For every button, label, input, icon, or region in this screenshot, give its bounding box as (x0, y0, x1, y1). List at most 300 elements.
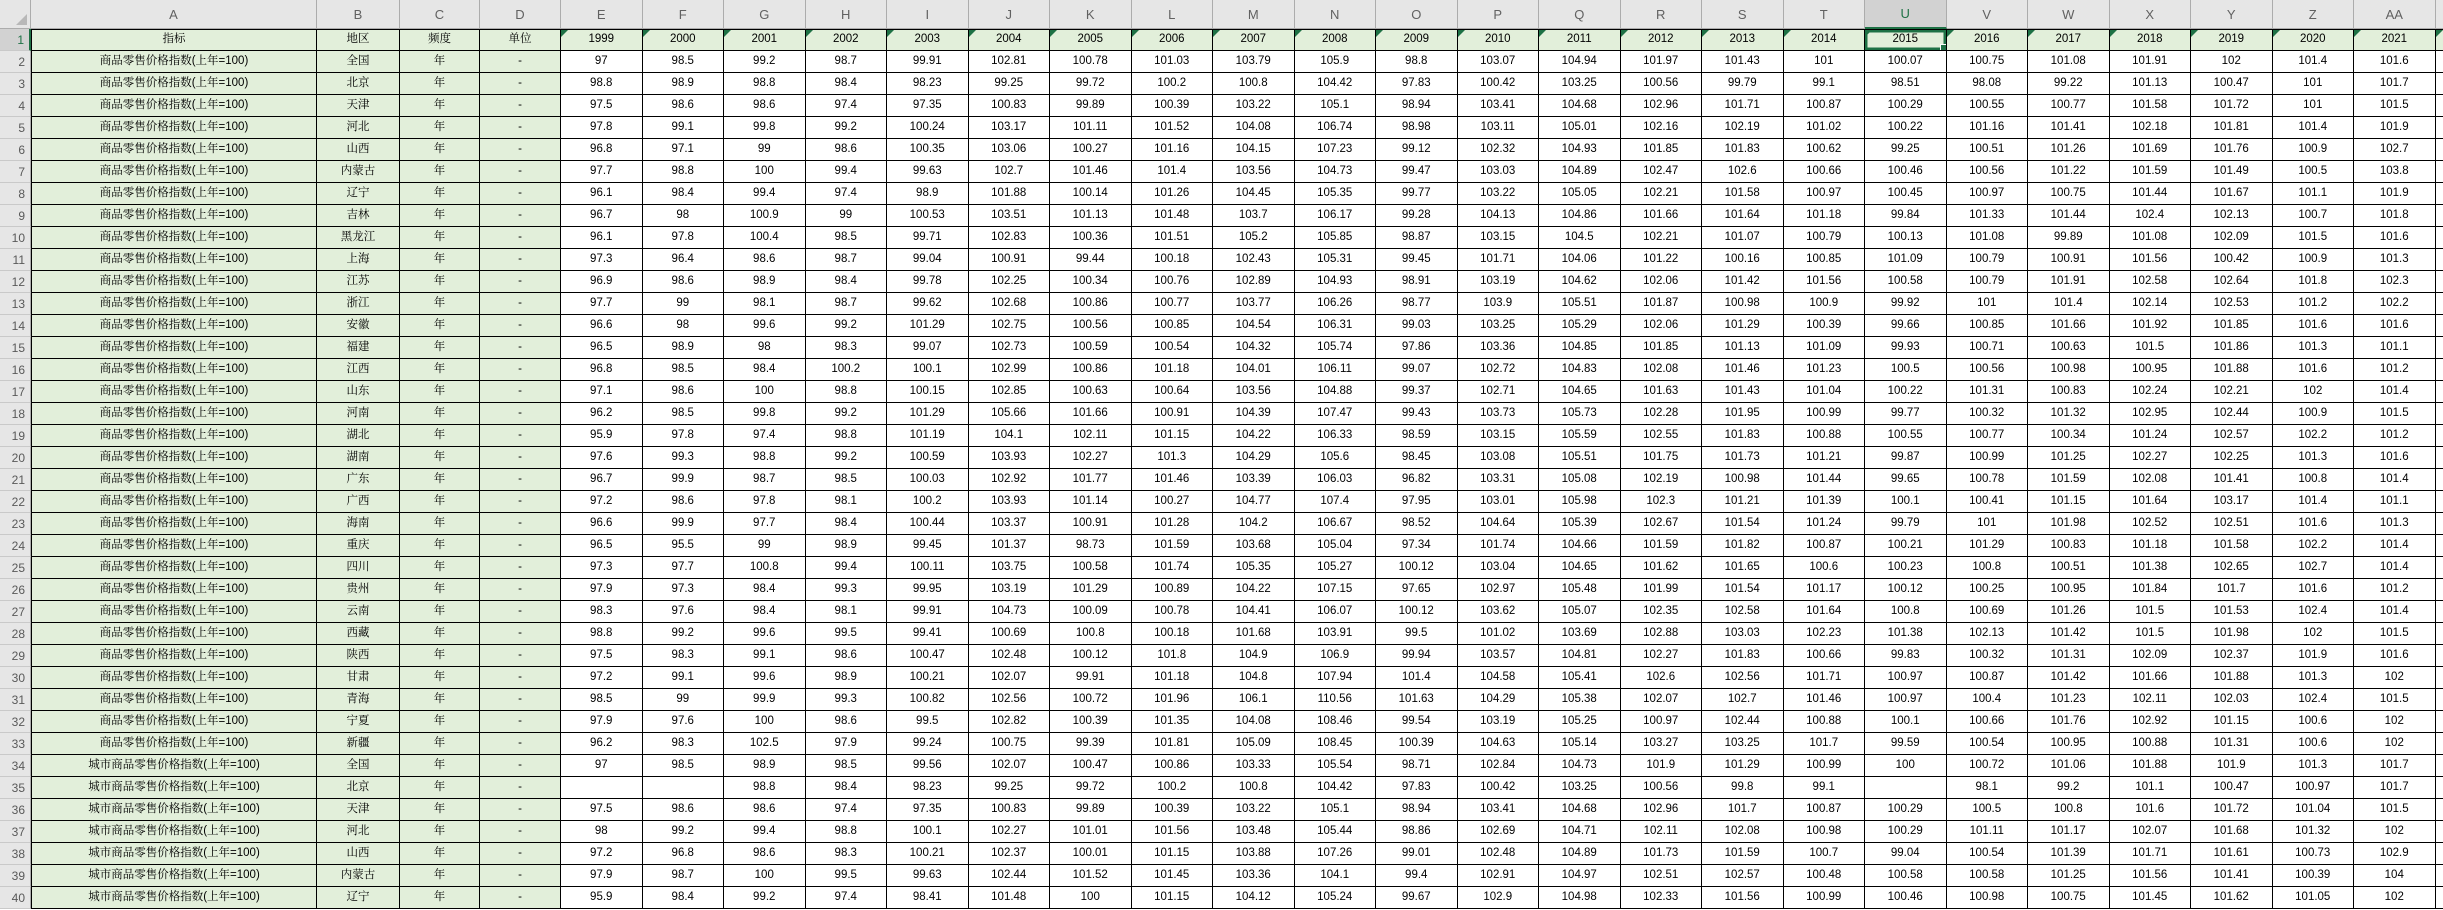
cell-X11[interactable]: 101.56 (2110, 249, 2192, 271)
cell-Y14[interactable]: 101.85 (2191, 315, 2273, 337)
cell-T24[interactable]: 100.87 (1784, 535, 1866, 557)
cell-Q12[interactable]: 104.62 (1539, 271, 1621, 293)
cell-Z2[interactable]: 101.4 (2273, 51, 2355, 73)
cell-F37[interactable]: 99.2 (643, 821, 725, 843)
cell-Y24[interactable]: 101.58 (2191, 535, 2273, 557)
cell-I19[interactable]: 101.19 (887, 425, 969, 447)
cell-AB7-partial[interactable] (2436, 161, 2443, 183)
cell-Z16[interactable]: 101.6 (2273, 359, 2355, 381)
cell-U34[interactable]: 100 (1865, 755, 1947, 777)
cell-N36[interactable]: 105.1 (1295, 799, 1377, 821)
cell-I15[interactable]: 99.07 (887, 337, 969, 359)
cell-C17[interactable]: 年 (400, 381, 480, 403)
cell-X2[interactable]: 101.91 (2110, 51, 2192, 73)
cell-AB9-partial[interactable] (2436, 205, 2443, 227)
cell-Q11[interactable]: 104.06 (1539, 249, 1621, 271)
cell-O27[interactable]: 100.12 (1376, 601, 1458, 623)
cell-P24[interactable]: 101.74 (1458, 535, 1540, 557)
cell-G35[interactable]: 98.8 (724, 777, 806, 799)
cell-L19[interactable]: 101.15 (1132, 425, 1214, 447)
cell-AB34-partial[interactable] (2436, 755, 2443, 777)
cell-T16[interactable]: 101.23 (1784, 359, 1866, 381)
cell-F20[interactable]: 99.3 (643, 447, 725, 469)
cell-Z18[interactable]: 100.9 (2273, 403, 2355, 425)
cell-G24[interactable]: 99 (724, 535, 806, 557)
row-header-40[interactable]: 40 (0, 887, 31, 909)
cell-K22[interactable]: 101.14 (1050, 491, 1132, 513)
cell-B21[interactable]: 广东 (317, 469, 400, 491)
cell-T15[interactable]: 101.09 (1784, 337, 1866, 359)
cell-I10[interactable]: 99.71 (887, 227, 969, 249)
cell-K33[interactable]: 99.39 (1050, 733, 1132, 755)
cell-W3[interactable]: 99.22 (2028, 73, 2110, 95)
cell-Z5[interactable]: 101.4 (2273, 117, 2355, 139)
cell-K26[interactable]: 101.29 (1050, 579, 1132, 601)
cell-AB24-partial[interactable] (2436, 535, 2443, 557)
cell-Z9[interactable]: 100.7 (2273, 205, 2355, 227)
cell-I32[interactable]: 99.5 (887, 711, 969, 733)
column-header-D[interactable]: D (480, 0, 561, 29)
cell-S8[interactable]: 101.58 (1702, 183, 1784, 205)
cell-R28[interactable]: 102.88 (1621, 623, 1703, 645)
cell-Q15[interactable]: 104.85 (1539, 337, 1621, 359)
cell-G7[interactable]: 100 (724, 161, 806, 183)
cell-Z20[interactable]: 101.3 (2273, 447, 2355, 469)
cell-V6[interactable]: 100.51 (1947, 139, 2029, 161)
cell-E5[interactable]: 97.8 (561, 117, 643, 139)
cell-P28[interactable]: 101.02 (1458, 623, 1540, 645)
cell-AA32[interactable]: 102 (2354, 711, 2436, 733)
cell-O21[interactable]: 96.82 (1376, 469, 1458, 491)
cell-H8[interactable]: 97.4 (806, 183, 888, 205)
cell-U18[interactable]: 99.77 (1865, 403, 1947, 425)
cell-T35[interactable]: 99.1 (1784, 777, 1866, 799)
cell-K10[interactable]: 100.36 (1050, 227, 1132, 249)
cell-Y19[interactable]: 102.57 (2191, 425, 2273, 447)
cell-C1[interactable]: 频度 (400, 29, 480, 51)
cell-S28[interactable]: 103.03 (1702, 623, 1784, 645)
cell-Q30[interactable]: 105.41 (1539, 667, 1621, 689)
cell-F30[interactable]: 99.1 (643, 667, 725, 689)
cell-J31[interactable]: 102.56 (969, 689, 1051, 711)
cell-T33[interactable]: 101.7 (1784, 733, 1866, 755)
cell-Y26[interactable]: 101.7 (2191, 579, 2273, 601)
cell-V38[interactable]: 100.54 (1947, 843, 2029, 865)
cell-R12[interactable]: 102.06 (1621, 271, 1703, 293)
cell-Y36[interactable]: 101.72 (2191, 799, 2273, 821)
cell-AB2-partial[interactable] (2436, 51, 2443, 73)
cell-H26[interactable]: 99.3 (806, 579, 888, 601)
cell-F36[interactable]: 98.6 (643, 799, 725, 821)
cell-E1[interactable]: 1999 (561, 29, 643, 51)
cell-W17[interactable]: 100.83 (2028, 381, 2110, 403)
cell-C16[interactable]: 年 (400, 359, 480, 381)
cell-E22[interactable]: 97.2 (561, 491, 643, 513)
cell-Z36[interactable]: 101.04 (2273, 799, 2355, 821)
cell-AB37-partial[interactable] (2436, 821, 2443, 843)
cell-Z38[interactable]: 100.73 (2273, 843, 2355, 865)
cell-X22[interactable]: 101.64 (2110, 491, 2192, 513)
cell-I40[interactable]: 98.41 (887, 887, 969, 909)
cell-O17[interactable]: 99.37 (1376, 381, 1458, 403)
row-header-25[interactable]: 25 (0, 557, 31, 579)
cell-P21[interactable]: 103.31 (1458, 469, 1540, 491)
row-header-13[interactable]: 13 (0, 293, 31, 315)
cell-X36[interactable]: 101.6 (2110, 799, 2192, 821)
cell-C19[interactable]: 年 (400, 425, 480, 447)
cell-Z26[interactable]: 101.6 (2273, 579, 2355, 601)
cell-G14[interactable]: 99.6 (724, 315, 806, 337)
cell-T11[interactable]: 100.85 (1784, 249, 1866, 271)
cell-Z39[interactable]: 100.39 (2273, 865, 2355, 887)
cell-V27[interactable]: 100.69 (1947, 601, 2029, 623)
cell-S14[interactable]: 101.29 (1702, 315, 1784, 337)
cell-Z13[interactable]: 101.2 (2273, 293, 2355, 315)
cell-V2[interactable]: 100.75 (1947, 51, 2029, 73)
cell-C7[interactable]: 年 (400, 161, 480, 183)
cell-W10[interactable]: 99.89 (2028, 227, 2110, 249)
cell-A39[interactable]: 城市商品零售价格指数(上年=100) (31, 865, 317, 887)
cell-T38[interactable]: 100.7 (1784, 843, 1866, 865)
cell-C4[interactable]: 年 (400, 95, 480, 117)
select-all-corner[interactable] (0, 0, 31, 29)
cell-K28[interactable]: 100.8 (1050, 623, 1132, 645)
row-header-7[interactable]: 7 (0, 161, 31, 183)
cell-B15[interactable]: 福建 (317, 337, 400, 359)
cell-Q13[interactable]: 105.51 (1539, 293, 1621, 315)
cell-K19[interactable]: 102.11 (1050, 425, 1132, 447)
cell-J18[interactable]: 105.66 (969, 403, 1051, 425)
cell-C3[interactable]: 年 (400, 73, 480, 95)
cell-AB15-partial[interactable] (2436, 337, 2443, 359)
cell-O34[interactable]: 98.71 (1376, 755, 1458, 777)
cell-AA34[interactable]: 101.7 (2354, 755, 2436, 777)
column-header-I[interactable]: I (887, 0, 969, 29)
cell-F13[interactable]: 99 (643, 293, 725, 315)
cell-M37[interactable]: 103.48 (1213, 821, 1295, 843)
cell-B5[interactable]: 河北 (317, 117, 400, 139)
cell-Q5[interactable]: 105.01 (1539, 117, 1621, 139)
cell-AA23[interactable]: 101.3 (2354, 513, 2436, 535)
cell-B33[interactable]: 新疆 (317, 733, 400, 755)
cell-B36[interactable]: 天津 (317, 799, 400, 821)
cell-L33[interactable]: 101.81 (1132, 733, 1214, 755)
cell-P31[interactable]: 104.29 (1458, 689, 1540, 711)
cell-P17[interactable]: 102.71 (1458, 381, 1540, 403)
cell-F7[interactable]: 98.8 (643, 161, 725, 183)
cell-K23[interactable]: 100.91 (1050, 513, 1132, 535)
cell-I3[interactable]: 98.23 (887, 73, 969, 95)
cell-Z29[interactable]: 101.9 (2273, 645, 2355, 667)
cell-E38[interactable]: 97.2 (561, 843, 643, 865)
cell-AB39-partial[interactable] (2436, 865, 2443, 887)
cell-L21[interactable]: 101.46 (1132, 469, 1214, 491)
cell-I27[interactable]: 99.91 (887, 601, 969, 623)
cell-M13[interactable]: 103.77 (1213, 293, 1295, 315)
cell-F6[interactable]: 97.1 (643, 139, 725, 161)
cell-A14[interactable]: 商品零售价格指数(上年=100) (31, 315, 317, 337)
cell-K16[interactable]: 100.86 (1050, 359, 1132, 381)
cell-N8[interactable]: 105.35 (1295, 183, 1377, 205)
cell-M21[interactable]: 103.39 (1213, 469, 1295, 491)
cell-Z32[interactable]: 100.6 (2273, 711, 2355, 733)
cell-L24[interactable]: 101.59 (1132, 535, 1214, 557)
cell-R4[interactable]: 102.96 (1621, 95, 1703, 117)
cell-B29[interactable]: 陕西 (317, 645, 400, 667)
cell-X30[interactable]: 101.66 (2110, 667, 2192, 689)
cell-AA1[interactable]: 2021 (2354, 29, 2436, 51)
cell-J16[interactable]: 102.99 (969, 359, 1051, 381)
cell-AB25-partial[interactable] (2436, 557, 2443, 579)
cell-I38[interactable]: 100.21 (887, 843, 969, 865)
cell-E24[interactable]: 96.5 (561, 535, 643, 557)
row-header-37[interactable]: 37 (0, 821, 31, 843)
cell-I37[interactable]: 100.1 (887, 821, 969, 843)
cell-Q26[interactable]: 105.48 (1539, 579, 1621, 601)
cell-S20[interactable]: 101.73 (1702, 447, 1784, 469)
column-header-S[interactable]: S (1702, 0, 1784, 29)
cell-P13[interactable]: 103.9 (1458, 293, 1540, 315)
cell-T31[interactable]: 101.46 (1784, 689, 1866, 711)
cell-R31[interactable]: 102.07 (1621, 689, 1703, 711)
cell-M29[interactable]: 104.9 (1213, 645, 1295, 667)
cell-Y20[interactable]: 102.25 (2191, 447, 2273, 469)
cell-Z21[interactable]: 100.8 (2273, 469, 2355, 491)
cell-J9[interactable]: 103.51 (969, 205, 1051, 227)
cell-T18[interactable]: 100.99 (1784, 403, 1866, 425)
cell-V39[interactable]: 100.58 (1947, 865, 2029, 887)
cell-AA21[interactable]: 101.4 (2354, 469, 2436, 491)
cell-AB38-partial[interactable] (2436, 843, 2443, 865)
cell-Y9[interactable]: 102.13 (2191, 205, 2273, 227)
cell-G16[interactable]: 98.4 (724, 359, 806, 381)
cell-V25[interactable]: 100.8 (1947, 557, 2029, 579)
cell-O8[interactable]: 99.77 (1376, 183, 1458, 205)
cell-N9[interactable]: 106.17 (1295, 205, 1377, 227)
cell-P30[interactable]: 104.58 (1458, 667, 1540, 689)
cell-L6[interactable]: 101.16 (1132, 139, 1214, 161)
cell-A35[interactable]: 城市商品零售价格指数(上年=100) (31, 777, 317, 799)
cell-E19[interactable]: 95.9 (561, 425, 643, 447)
cell-O18[interactable]: 99.43 (1376, 403, 1458, 425)
cell-H37[interactable]: 98.8 (806, 821, 888, 843)
cell-Y2[interactable]: 102 (2191, 51, 2273, 73)
cell-G5[interactable]: 99.8 (724, 117, 806, 139)
cell-M1[interactable]: 2007 (1213, 29, 1295, 51)
cell-AB33-partial[interactable] (2436, 733, 2443, 755)
cell-J8[interactable]: 101.88 (969, 183, 1051, 205)
cell-Y38[interactable]: 101.61 (2191, 843, 2273, 865)
cell-H6[interactable]: 98.6 (806, 139, 888, 161)
row-header-15[interactable]: 15 (0, 337, 31, 359)
cell-N26[interactable]: 107.15 (1295, 579, 1377, 601)
cell-A5[interactable]: 商品零售价格指数(上年=100) (31, 117, 317, 139)
cell-B27[interactable]: 云南 (317, 601, 400, 623)
cell-L29[interactable]: 101.8 (1132, 645, 1214, 667)
cell-F31[interactable]: 99 (643, 689, 725, 711)
cell-V16[interactable]: 100.56 (1947, 359, 2029, 381)
row-header-31[interactable]: 31 (0, 689, 31, 711)
cell-J26[interactable]: 103.19 (969, 579, 1051, 601)
cell-C2[interactable]: 年 (400, 51, 480, 73)
cell-AB26-partial[interactable] (2436, 579, 2443, 601)
cell-O38[interactable]: 99.01 (1376, 843, 1458, 865)
row-header-2[interactable]: 2 (0, 51, 31, 73)
cell-N32[interactable]: 108.46 (1295, 711, 1377, 733)
cell-E7[interactable]: 97.7 (561, 161, 643, 183)
cell-J29[interactable]: 102.48 (969, 645, 1051, 667)
cell-Z40[interactable]: 101.05 (2273, 887, 2355, 909)
cell-D9[interactable]: - (480, 205, 561, 227)
row-header-33[interactable]: 33 (0, 733, 31, 755)
cell-D15[interactable]: - (480, 337, 561, 359)
cell-G34[interactable]: 98.9 (724, 755, 806, 777)
cell-E13[interactable]: 97.7 (561, 293, 643, 315)
cell-L39[interactable]: 101.45 (1132, 865, 1214, 887)
cell-M8[interactable]: 104.45 (1213, 183, 1295, 205)
cell-E30[interactable]: 97.2 (561, 667, 643, 689)
cell-B2[interactable]: 全国 (317, 51, 400, 73)
cell-Y7[interactable]: 101.49 (2191, 161, 2273, 183)
cell-H19[interactable]: 98.8 (806, 425, 888, 447)
cell-H24[interactable]: 98.9 (806, 535, 888, 557)
cell-M10[interactable]: 105.2 (1213, 227, 1295, 249)
cell-Y11[interactable]: 100.42 (2191, 249, 2273, 271)
cell-AB21-partial[interactable] (2436, 469, 2443, 491)
cell-Q40[interactable]: 104.98 (1539, 887, 1621, 909)
cell-N25[interactable]: 105.27 (1295, 557, 1377, 579)
cell-W26[interactable]: 100.95 (2028, 579, 2110, 601)
cell-D1[interactable]: 单位 (480, 29, 561, 51)
cell-Y16[interactable]: 101.88 (2191, 359, 2273, 381)
cell-F17[interactable]: 98.6 (643, 381, 725, 403)
cell-J5[interactable]: 103.17 (969, 117, 1051, 139)
cell-T39[interactable]: 100.48 (1784, 865, 1866, 887)
cell-C22[interactable]: 年 (400, 491, 480, 513)
cell-F24[interactable]: 95.5 (643, 535, 725, 557)
cell-R2[interactable]: 101.97 (1621, 51, 1703, 73)
cell-K29[interactable]: 100.12 (1050, 645, 1132, 667)
column-header-N[interactable]: N (1295, 0, 1377, 29)
cell-U17[interactable]: 100.22 (1865, 381, 1947, 403)
cell-C29[interactable]: 年 (400, 645, 480, 667)
cell-K7[interactable]: 101.46 (1050, 161, 1132, 183)
cell-X16[interactable]: 100.95 (2110, 359, 2192, 381)
cell-W20[interactable]: 101.25 (2028, 447, 2110, 469)
cell-M22[interactable]: 104.77 (1213, 491, 1295, 513)
cell-J39[interactable]: 102.44 (969, 865, 1051, 887)
cell-U9[interactable]: 99.84 (1865, 205, 1947, 227)
cell-U23[interactable]: 99.79 (1865, 513, 1947, 535)
cell-L38[interactable]: 101.15 (1132, 843, 1214, 865)
cell-G20[interactable]: 98.8 (724, 447, 806, 469)
cell-R7[interactable]: 102.47 (1621, 161, 1703, 183)
cell-G29[interactable]: 99.1 (724, 645, 806, 667)
cell-S3[interactable]: 99.79 (1702, 73, 1784, 95)
cell-D3[interactable]: - (480, 73, 561, 95)
cell-A6[interactable]: 商品零售价格指数(上年=100) (31, 139, 317, 161)
cell-Z15[interactable]: 101.3 (2273, 337, 2355, 359)
cell-W35[interactable]: 99.2 (2028, 777, 2110, 799)
cell-AA8[interactable]: 101.9 (2354, 183, 2436, 205)
cell-T30[interactable]: 101.71 (1784, 667, 1866, 689)
cell-V10[interactable]: 101.08 (1947, 227, 2029, 249)
cell-M27[interactable]: 104.41 (1213, 601, 1295, 623)
cell-O2[interactable]: 98.8 (1376, 51, 1458, 73)
cell-P38[interactable]: 102.48 (1458, 843, 1540, 865)
cell-Y27[interactable]: 101.53 (2191, 601, 2273, 623)
cell-A22[interactable]: 商品零售价格指数(上年=100) (31, 491, 317, 513)
cell-AA5[interactable]: 101.9 (2354, 117, 2436, 139)
cell-A33[interactable]: 商品零售价格指数(上年=100) (31, 733, 317, 755)
cell-L40[interactable]: 101.15 (1132, 887, 1214, 909)
cell-S17[interactable]: 101.43 (1702, 381, 1784, 403)
cell-M7[interactable]: 103.56 (1213, 161, 1295, 183)
cell-L34[interactable]: 100.86 (1132, 755, 1214, 777)
cell-P10[interactable]: 103.15 (1458, 227, 1540, 249)
cell-G17[interactable]: 100 (724, 381, 806, 403)
cell-L2[interactable]: 101.03 (1132, 51, 1214, 73)
cell-B23[interactable]: 海南 (317, 513, 400, 535)
cell-F40[interactable]: 98.4 (643, 887, 725, 909)
cell-X24[interactable]: 101.18 (2110, 535, 2192, 557)
cell-V20[interactable]: 100.99 (1947, 447, 2029, 469)
cell-R39[interactable]: 102.51 (1621, 865, 1703, 887)
cell-N4[interactable]: 105.1 (1295, 95, 1377, 117)
cell-J21[interactable]: 102.92 (969, 469, 1051, 491)
cell-W6[interactable]: 101.26 (2028, 139, 2110, 161)
row-header-20[interactable]: 20 (0, 447, 31, 469)
cell-F35[interactable] (643, 777, 725, 799)
cell-X33[interactable]: 100.88 (2110, 733, 2192, 755)
column-header-W[interactable]: W (2028, 0, 2110, 29)
cell-I16[interactable]: 100.1 (887, 359, 969, 381)
cell-F4[interactable]: 98.6 (643, 95, 725, 117)
cell-M17[interactable]: 103.56 (1213, 381, 1295, 403)
cell-T23[interactable]: 101.24 (1784, 513, 1866, 535)
cell-Q1[interactable]: 2011 (1539, 29, 1621, 51)
cell-G33[interactable]: 102.5 (724, 733, 806, 755)
cell-U40[interactable]: 100.46 (1865, 887, 1947, 909)
cell-L15[interactable]: 100.54 (1132, 337, 1214, 359)
cell-H21[interactable]: 98.5 (806, 469, 888, 491)
column-header-H[interactable]: H (806, 0, 888, 29)
cell-E18[interactable]: 96.2 (561, 403, 643, 425)
cell-T9[interactable]: 101.18 (1784, 205, 1866, 227)
row-header-21[interactable]: 21 (0, 469, 31, 491)
cell-X25[interactable]: 101.38 (2110, 557, 2192, 579)
cell-T19[interactable]: 100.88 (1784, 425, 1866, 447)
cell-O40[interactable]: 99.67 (1376, 887, 1458, 909)
cell-G39[interactable]: 100 (724, 865, 806, 887)
cell-N27[interactable]: 106.07 (1295, 601, 1377, 623)
cell-R33[interactable]: 103.27 (1621, 733, 1703, 755)
cell-C39[interactable]: 年 (400, 865, 480, 887)
cell-F9[interactable]: 98 (643, 205, 725, 227)
cell-AA13[interactable]: 102.2 (2354, 293, 2436, 315)
cell-O15[interactable]: 97.86 (1376, 337, 1458, 359)
cell-U12[interactable]: 100.58 (1865, 271, 1947, 293)
cell-Y18[interactable]: 102.44 (2191, 403, 2273, 425)
cell-D26[interactable]: - (480, 579, 561, 601)
cell-B4[interactable]: 天津 (317, 95, 400, 117)
cell-F16[interactable]: 98.5 (643, 359, 725, 381)
cell-F1[interactable]: 2000 (643, 29, 725, 51)
cell-D19[interactable]: - (480, 425, 561, 447)
cell-F11[interactable]: 96.4 (643, 249, 725, 271)
cell-J15[interactable]: 102.73 (969, 337, 1051, 359)
cell-V26[interactable]: 100.25 (1947, 579, 2029, 601)
